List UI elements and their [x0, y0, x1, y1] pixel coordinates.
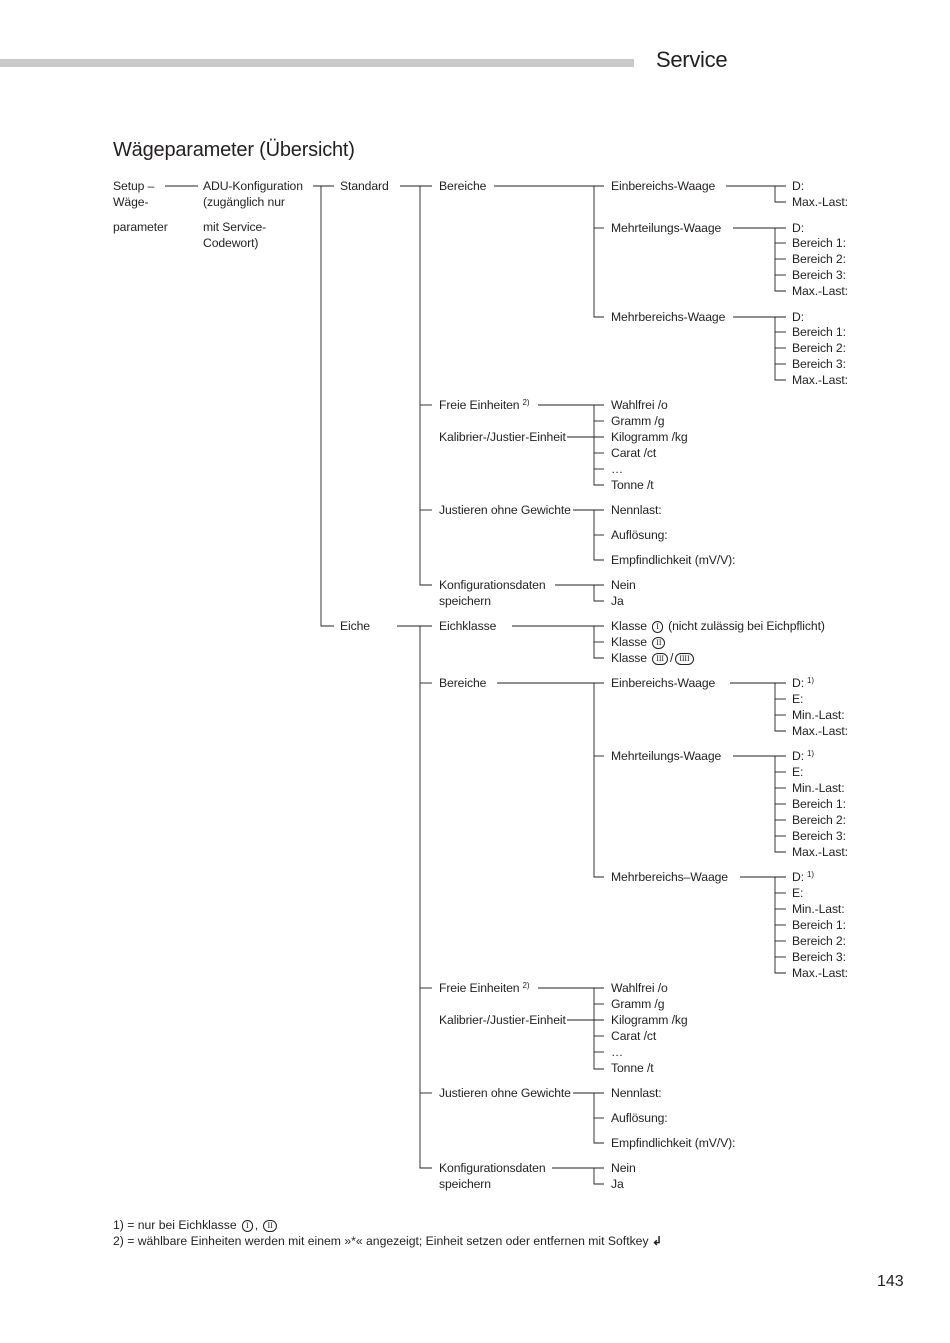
- page-number: 143: [877, 1273, 904, 1290]
- eiche-unit-item: Gramm /g: [611, 997, 665, 1011]
- class-mark-icon: I: [242, 1220, 253, 1232]
- eiche-konfig-item: Nein: [611, 1161, 636, 1175]
- std-justieren-item: Auflösung:: [611, 528, 668, 542]
- std-konfig-item: Ja: [611, 594, 624, 608]
- eiche-mehrteilung-item: Max.-Last:: [792, 845, 848, 859]
- std-mehrbereich-item: Bereich 3:: [792, 357, 846, 371]
- std-justieren-item: Empfindlichkeit (mV/V):: [611, 553, 736, 567]
- std-konfig-line1: Konfigurationsdaten: [439, 578, 546, 592]
- std-mehrbereich-item: D:: [792, 310, 804, 324]
- adu-label-line2: (zugänglich nur: [203, 195, 285, 209]
- eiche-unit-item: …: [611, 1045, 624, 1059]
- page-title: Wägeparameter (Übersicht): [113, 139, 355, 161]
- eiche-mehrteilung-item: D: $^{1)}$: [792, 749, 814, 763]
- std-unit-item: Kilogramm /kg: [611, 430, 688, 444]
- node-eiche: Eiche: [340, 619, 370, 633]
- std-unit-item: …: [611, 462, 624, 476]
- eiche-mehrteilung-item: Bereich 2:: [792, 813, 846, 827]
- eiche-einbereich-item: Max.-Last:: [792, 724, 848, 738]
- eiche-mehrteilung-item: E:: [792, 765, 804, 779]
- std-freie-einheiten: Freie Einheiten $^{2)}$: [439, 398, 530, 412]
- footnote-ref: 1): [807, 676, 814, 685]
- eiche-unit-item: Carat /ct: [611, 1029, 657, 1043]
- eiche-mehrbereich: Mehrbereichs–Waage: [611, 870, 728, 884]
- eiche-eichklasse: Eichklasse: [439, 619, 497, 633]
- eiche-mehrteilung-item: Bereich 1:: [792, 797, 846, 811]
- std-bereiche: Bereiche: [439, 179, 487, 193]
- std-mehrteilung-item: Bereich 3:: [792, 268, 846, 282]
- std-einbereich-item: Max.-Last:: [792, 195, 848, 209]
- std-mehrbereich-item: Bereich 1:: [792, 325, 846, 339]
- std-justieren-item: Nennlast:: [611, 503, 662, 517]
- std-mehrteilung: Mehrteilungs-Waage: [611, 221, 722, 235]
- eiche-konfig-line2: speichern: [439, 1177, 491, 1191]
- eiche-mehrbereich-item: Min.-Last:: [792, 902, 845, 916]
- eiche-klasse-item: Klasse I (nicht zulässig bei Eichpflicht): [611, 619, 825, 633]
- adu-label-line4: Codewort): [203, 236, 259, 250]
- class-mark-icon: IIII: [675, 653, 693, 665]
- class-mark-icon: II: [652, 637, 665, 649]
- std-mehrteilung-item: Max.-Last:: [792, 284, 848, 298]
- eiche-unit-item: Wahlfrei /o: [611, 981, 668, 995]
- std-unit-item: Gramm /g: [611, 414, 665, 428]
- root-label-line3: parameter: [113, 220, 168, 234]
- eiche-mehrteilung-item: Min.-Last:: [792, 781, 845, 795]
- enter-key-icon: ↲: [651, 1234, 663, 1248]
- eiche-freie-einheiten: Freie Einheiten $^{2)}$: [439, 981, 530, 995]
- std-mehrteilung-item: Bereich 1:: [792, 236, 846, 250]
- std-justieren: Justieren ohne Gewichte: [439, 503, 571, 517]
- eiche-justieren: Justieren ohne Gewichte: [439, 1086, 571, 1100]
- footnote-2: 2) = wählbare Einheiten werden mit einem »*« angezeigt; Einheit setzen oder entfernen mit Softkey ↲: [113, 1234, 663, 1248]
- eiche-klasse-item: Klasse III / IIII: [611, 650, 696, 666]
- eiche-kalibrier-einheit: Kalibrier-/Justier-Einheit: [439, 1013, 566, 1027]
- footnote-ref: 2): [522, 981, 530, 990]
- eiche-mehrbereich-item: Bereich 1:: [792, 918, 846, 932]
- eiche-justieren-item: Auflösung:: [611, 1111, 668, 1125]
- std-mehrteilung-item: D:: [792, 221, 804, 235]
- eiche-unit-item: Tonne /t: [611, 1061, 654, 1075]
- std-einbereich: Einbereichs-Waage: [611, 179, 716, 193]
- eiche-einbereich-item: D: $^{1)}$: [792, 676, 814, 690]
- std-mehrbereich-item: Bereich 2:: [792, 341, 846, 355]
- eiche-mehrbereich-item: E:: [792, 886, 804, 900]
- eiche-justieren-item: Nennlast:: [611, 1086, 662, 1100]
- eiche-mehrteilung: Mehrteilungs-Waage: [611, 749, 722, 763]
- eiche-einbereich-item: E:: [792, 692, 804, 706]
- eiche-unit-item: Kilogramm /kg: [611, 1013, 688, 1027]
- eiche-einbereich: Einbereichs-Waage: [611, 676, 716, 690]
- class-mark-icon: III: [652, 653, 668, 665]
- eiche-mehrbereich-item: Bereich 3:: [792, 950, 846, 964]
- class-mark-icon: II: [263, 1220, 276, 1232]
- eiche-justieren-item: Empfindlichkeit (mV/V):: [611, 1136, 736, 1150]
- eiche-mehrteilung-item: Bereich 3:: [792, 829, 846, 843]
- class-mark-icon: I: [652, 621, 663, 633]
- std-mehrteilung-item: Bereich 2:: [792, 252, 846, 266]
- eiche-mehrbereich-item: Max.-Last:: [792, 966, 848, 980]
- std-mehrbereich-item: Max.-Last:: [792, 373, 848, 387]
- eiche-klasse-item: Klasse II: [611, 634, 667, 650]
- eiche-mehrbereich-item: D: $^{1)}$: [792, 870, 814, 884]
- eiche-einbereich-item: Min.-Last:: [792, 708, 845, 722]
- root-label-line1: Setup –: [113, 179, 155, 193]
- std-einbereich-item: D:: [792, 179, 804, 193]
- std-mehrbereich: Mehrbereichs-Waage: [611, 310, 726, 324]
- std-konfig-item: Nein: [611, 578, 636, 592]
- footnote-ref: 1): [807, 870, 814, 879]
- std-kalibrier-einheit: Kalibrier-/Justier-Einheit: [439, 430, 566, 444]
- root-label-line2: Wäge-: [113, 195, 149, 209]
- std-unit-item: Carat /ct: [611, 446, 657, 460]
- adu-label-line3: mit Service-: [203, 220, 267, 234]
- section-header: Service: [656, 47, 728, 72]
- std-unit-item: Wahlfrei /o: [611, 398, 668, 412]
- eiche-bereiche: Bereiche: [439, 676, 487, 690]
- adu-label-line1: ADU-Konfiguration: [203, 179, 303, 193]
- std-unit-item: Tonne /t: [611, 478, 654, 492]
- eiche-konfig-item: Ja: [611, 1177, 624, 1191]
- node-standard: Standard: [340, 179, 389, 193]
- footnote-1: 1) = nur bei Eichklasse I , II: [113, 1217, 279, 1233]
- footnote-ref: 2): [522, 398, 530, 407]
- eiche-konfig-line1: Konfigurationsdaten: [439, 1161, 546, 1175]
- footnote-ref: 1): [807, 749, 814, 758]
- std-konfig-line2: speichern: [439, 594, 491, 608]
- eiche-mehrbereich-item: Bereich 2:: [792, 934, 846, 948]
